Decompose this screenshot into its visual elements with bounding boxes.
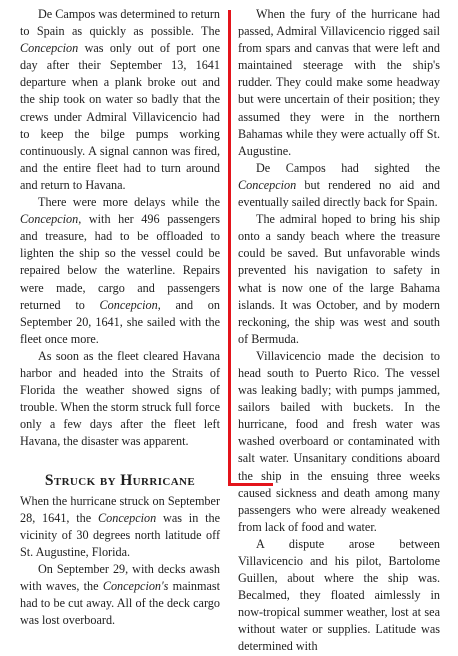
paragraph — [238, 211, 440, 348]
text-run: De Campos had sighted the — [256, 160, 440, 175]
paragraph — [20, 348, 220, 451]
text-run: A dispute arose between Villavicencio and his pilot, Bartolome Guillen, about where the ship was. Becalmed, they floated aimlessly in now-tropical summer weather, lost at sea without water or supplies. Latitude was determined with — [238, 536, 440, 654]
paragraph — [20, 493, 220, 561]
text-run: As soon as the fleet cleared Havana harbor and headed into the Straits of Florida the weather showed signs of trouble. When the storm struck full force only a few days after the fleet left Havana, the disaster was apparent. — [20, 348, 220, 449]
text-run: De Campos was determined to return to Spain as quickly as possible. The — [20, 7, 220, 39]
paragraph — [20, 194, 220, 348]
right-column — [238, 6, 440, 656]
text-run: When the hurricane struck on September 28, 1641, the — [20, 493, 220, 525]
red-annotation-vertical-line — [228, 10, 231, 486]
text-run: Villavicencio made the decision to head south to Puerto Rico. The vessel was leaking badly; with pumps jammed, sailors bailed with buckets. In the hurricane, food and fresh water was washed overboard or contaminated with salt water. Unsanitary conditions aboard the ship in the ensuing three weeks caused sickness and death among many passengers who were already weakened from lack of food and water. — [238, 348, 440, 534]
text-run: When the fury of the hurricane had passed, Admiral Villavicencio rigged sail from spars and canvas that were left and maintained steerage with the ship's rudder. They could make some headway but were uncertain of their position; they assumed they were in the northern Bahamas while they were actually off St. Augustine. — [238, 7, 440, 158]
paragraph — [20, 561, 220, 629]
text-run: was only out of port one day after their September 13, 1641 departure when a plank broke out and the ship took on water so badly that the crews under Admiral Villavicencio had to keep the bilge pumps working continuously. A signal cannon was fired, and the entire fleet had to turn around and return to Havana. — [20, 41, 220, 192]
text-run: , and on September 20, 1641, she sailed with the fleet once more. — [20, 297, 220, 346]
text-run: On September 29, with decks awash with waves, the — [20, 561, 220, 593]
red-annotation-horizontal-line — [228, 483, 273, 486]
italic-ship-name: Concepcion — [98, 510, 157, 525]
text-run: was in the vicinity of 30 degrees north latitude off St. Augustine, Florida. — [20, 510, 220, 559]
text-run: , with her 496 passengers and treasure, had to be offloaded to lighten the ship so the vessel could be repaired below the waterline. Repairs were made, cargo and passengers returned to — [20, 212, 220, 312]
paragraph — [20, 6, 220, 194]
paragraph — [238, 348, 440, 536]
italic-ship-name: Concepcion's — [102, 579, 169, 593]
right-paragraphs — [238, 6, 440, 656]
left-column — [20, 6, 220, 629]
paragraph — [238, 160, 440, 211]
paragraph — [238, 6, 440, 160]
italic-ship-name: Concepcion — [20, 41, 79, 56]
italic-ship-name: Concepcion — [99, 297, 158, 312]
left-paragraphs-before-heading — [20, 6, 220, 450]
italic-ship-name: Concepcion — [238, 177, 297, 192]
section-heading: Struck by Hurricane — [44, 472, 196, 490]
left-paragraphs-after-heading — [20, 493, 220, 630]
italic-ship-name: Concepcion — [20, 212, 79, 227]
text-run: but rendered no aid and eventually sailed directly back for Spain. — [238, 177, 440, 210]
text-run: The admiral hoped to bring his ship onto a sandy beach where the treasure could be saved. But unfavorable winds prevented his navigation to safety in what is now one of the large Bahama islands. It was October, and by modern reckoning, the ship was west and south of Bermuda. — [238, 212, 440, 346]
text-run: There were more delays while the — [38, 195, 220, 210]
text-run: mainmast had to be cut away. All of the deck cargo was lost overboard. — [20, 579, 221, 628]
paragraph — [238, 536, 440, 656]
